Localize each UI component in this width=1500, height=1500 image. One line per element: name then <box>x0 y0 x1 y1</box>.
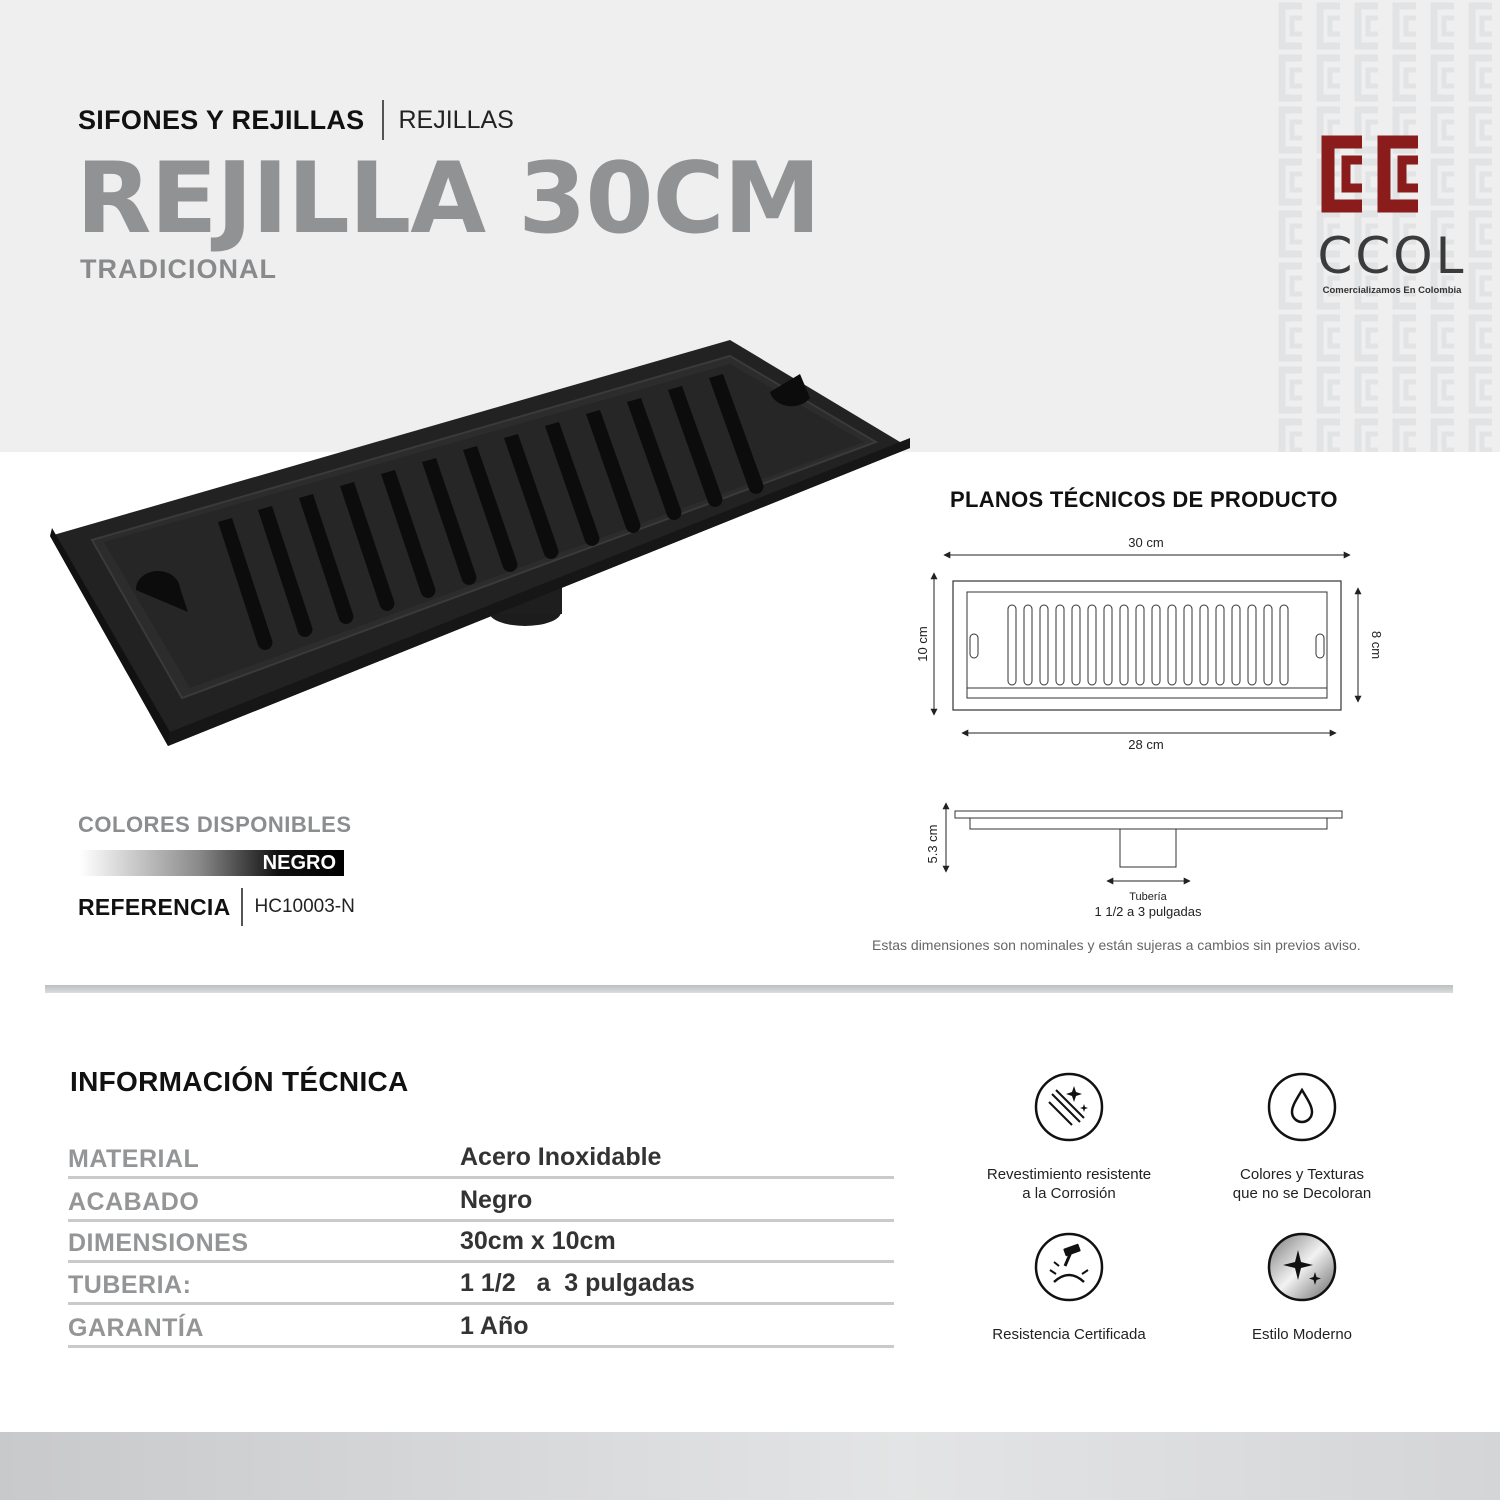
info-title: INFORMACIÓN TÉCNICA <box>70 1066 409 1097</box>
spec-label: ACABADO <box>68 1188 200 1216</box>
spec-row-finish <box>68 1177 894 1222</box>
hammer-impact-icon <box>1034 1232 1104 1302</box>
section-divider <box>45 985 1453 993</box>
feature-style <box>1187 1232 1417 1344</box>
colors-title: COLORES DISPONIBLES <box>78 812 352 837</box>
breadcrumb <box>78 100 514 140</box>
water-drop-icon <box>1267 1072 1337 1142</box>
spec-label: DIMENSIONES <box>68 1229 249 1257</box>
feature-corrosion <box>954 1072 1184 1203</box>
page-title: REJILLA 30CM <box>76 142 821 256</box>
disclaimer-text: Estas dimensiones son nominales y están sujeras a cambios sin previos aviso. <box>872 937 1361 953</box>
feature-colors <box>1187 1072 1417 1203</box>
feature-label: Resistencia Certificada <box>992 1326 1146 1343</box>
feature-label: Estilo Moderno <box>1251 1326 1353 1343</box>
spec-value: 30cm x 10cm <box>460 1227 616 1255</box>
dimension-height-right: 8 cm <box>1369 630 1384 660</box>
brand-name: CCOL <box>1317 227 1467 285</box>
feature-label: Revestimiento resistente a la Corrosión <box>986 1166 1152 1202</box>
pipe-label: Tubería <box>1129 891 1167 903</box>
feature-label: Colores y Texturas que no se Decoloran <box>1232 1166 1372 1202</box>
reference-value: HC10003-N <box>254 896 355 917</box>
spec-row-dimensions <box>68 1218 894 1263</box>
reference-label: REFERENCIA <box>78 893 231 920</box>
footer-band <box>0 1432 1500 1500</box>
pipe-range: 1 1/2 a 3 pulgadas <box>1094 904 1202 919</box>
breadcrumb-separator <box>382 100 384 140</box>
spec-row-material <box>68 1134 894 1179</box>
dimension-width-top: 30 cm <box>1128 535 1164 550</box>
color-name: NEGRO <box>262 852 336 874</box>
spec-label: TUBERIA: <box>68 1271 192 1299</box>
dimension-width-bottom: 28 cm <box>1128 737 1164 752</box>
dimension-height-left: 10 cm <box>915 626 930 662</box>
reference-row <box>78 888 355 926</box>
spec-row-warranty <box>68 1303 894 1348</box>
page-subtitle: TRADICIONAL <box>80 254 277 284</box>
technical-drawing <box>900 520 1460 930</box>
logo-mark <box>1328 142 1418 206</box>
spec-value: Negro <box>460 1186 533 1214</box>
feature-resistance <box>954 1232 1184 1344</box>
spec-value: 1 1/2 a 3 pulgadas <box>460 1269 695 1297</box>
spec-label: MATERIAL <box>68 1145 200 1173</box>
shine-stars-icon <box>1267 1232 1337 1302</box>
product-image <box>40 330 920 770</box>
dimension-depth: 5.3 cm <box>925 824 940 864</box>
sparkle-slash-icon <box>1034 1072 1104 1142</box>
spec-row-pipe <box>68 1260 894 1305</box>
breadcrumb-category[interactable]: SIFONES Y REJILLAS <box>78 104 365 135</box>
reference-separator <box>241 888 243 926</box>
brand-logo <box>1300 130 1485 300</box>
breadcrumb-subcategory[interactable]: REJILLAS <box>398 105 514 134</box>
brand-tagline: Comercializamos En Colombia <box>1322 285 1462 296</box>
plans-title: PLANOS TÉCNICOS DE PRODUCTO <box>950 487 1338 512</box>
spec-label: GARANTÍA <box>68 1314 204 1342</box>
spec-value: 1 Año <box>460 1312 529 1340</box>
spec-value: Acero Inoxidable <box>460 1143 662 1171</box>
